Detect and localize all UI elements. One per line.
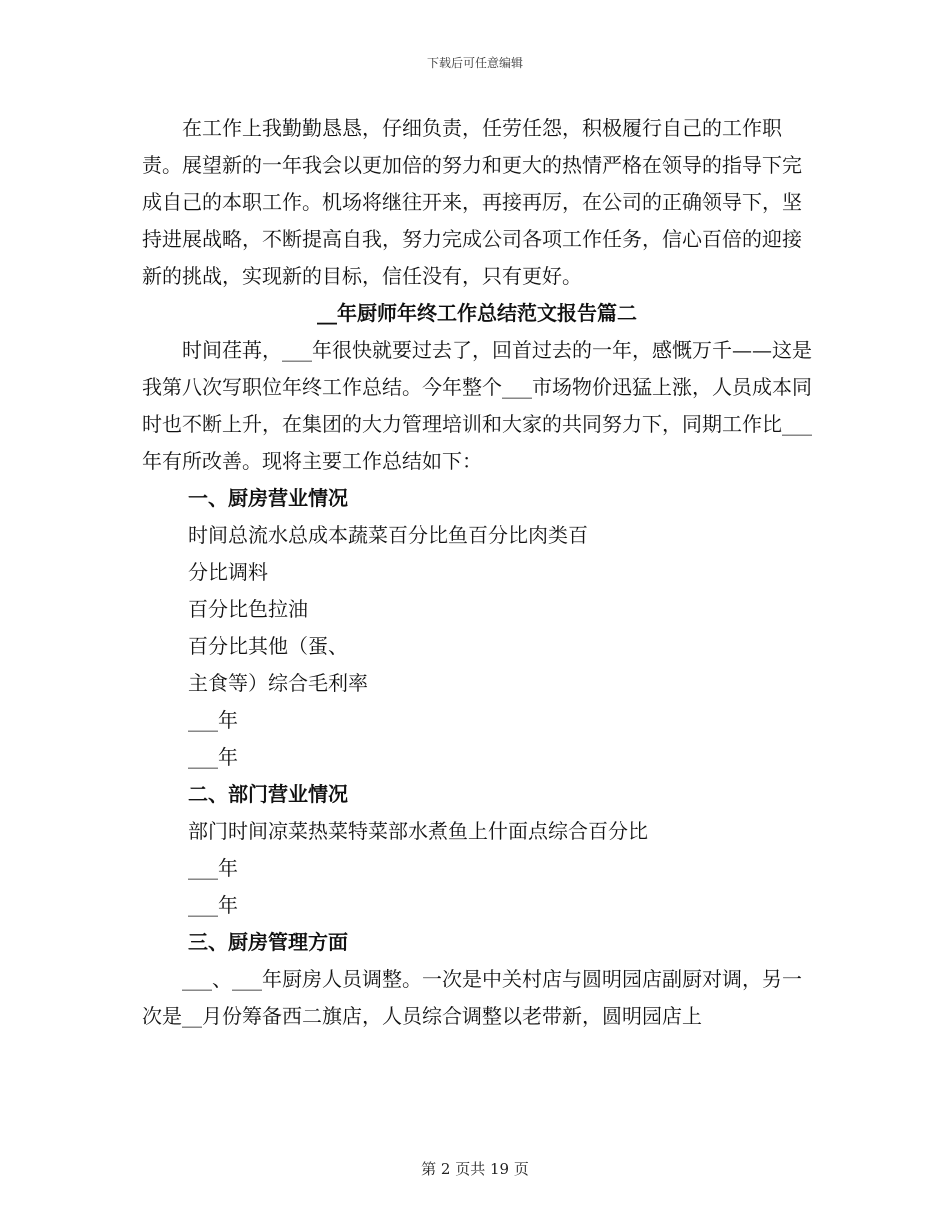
table-line: ___年 [188, 745, 238, 769]
table-line: 百分比色拉油 [188, 597, 308, 621]
page-footer: 第 2 页共 19 页 [421, 1160, 529, 1178]
heading-kitchen-management: 三、厨房管理方面 [188, 930, 348, 954]
table-line: 百分比其他（蛋、 [188, 634, 348, 658]
paragraph-staffing: ___、___年厨房人员调整。一次是中关村店与圆明园店副厨对调，另一次是__月份筹备西二旗店，人员综合调整以老带新，圆明园店上 [142, 967, 802, 1028]
table-line: 时间总流水总成本蔬菜百分比鱼百分比肉类百 [188, 523, 588, 547]
table-line: ___年 [188, 708, 238, 732]
document-body [142, 110, 812, 1035]
table-line: ___年 [188, 893, 238, 917]
heading-kitchen-business: 一、厨房营业情况 [188, 486, 348, 510]
table-line: ___年 [188, 856, 238, 880]
paragraph-summary: 时间荏苒，___年很快就要过去了，回首过去的一年，感慨万千——这是我第八次写职位年终工作总结。今年整个___市场物价迅猛上涨，人员成本同时也不断上升，在集团的大力管理培训和大家的共同努力下，同期工作比___年有所改善。现将主要工作总结如下： [142, 338, 812, 473]
table-line: 分比调料 [188, 560, 268, 584]
table-line: 主食等）综合毛利率 [188, 671, 368, 695]
table-line: 部门时间凉菜热菜特菜部水煮鱼上什面点综合百分比 [188, 819, 648, 843]
heading-department-business: 二、部门营业情况 [188, 782, 348, 806]
page-header: 下载后可任意编辑 [426, 56, 523, 70]
paragraph-intro: 在工作上我勤勤恳恳，仔细负责，任劳任怨，积极履行自己的工作职责。展望新的一年我会以更加倍的努力和更大的热情严格在领导的指导下完成自己的本职工作。机场将继往开来，再接再厉，在公司的正确领导下，坚持进展战略，不断提高自我，努力完成公司各项工作任务，信心百倍的迎接新的挑战，实现新的目标，信任没有，只有更好。 [142, 116, 802, 288]
section-title: __年厨师年终工作总结范文报告篇二 [317, 301, 637, 325]
